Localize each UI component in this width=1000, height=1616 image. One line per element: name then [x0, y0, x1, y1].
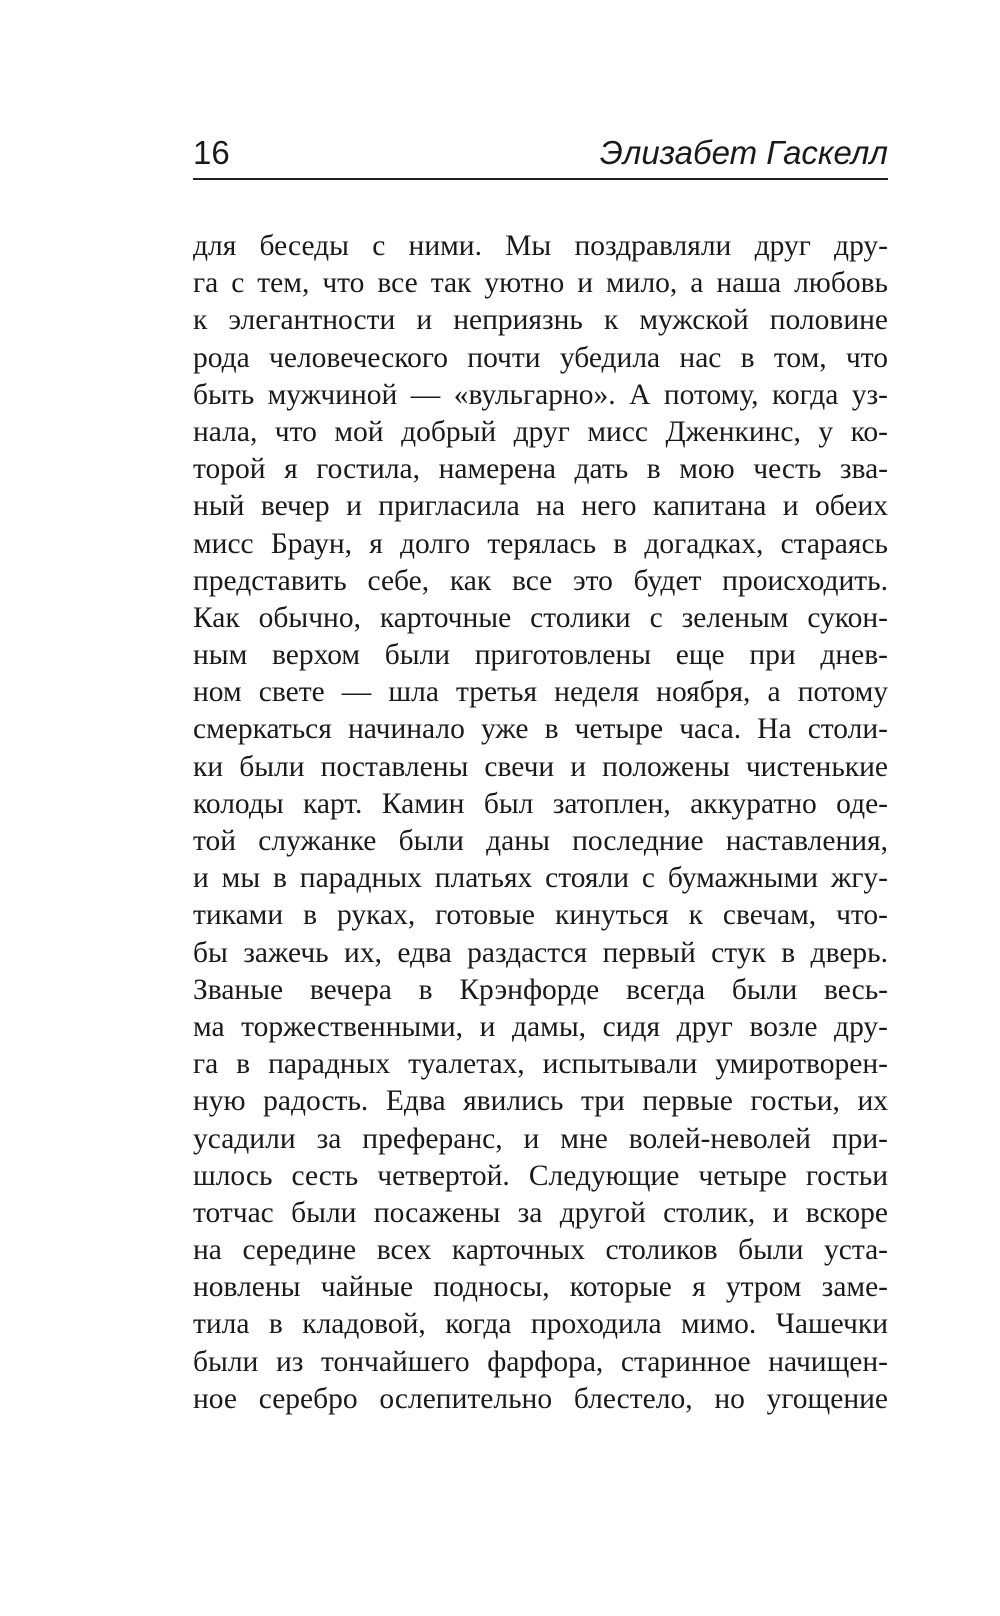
text-line: шлось сесть четвертой. Следующие четыре гостьи — [193, 1159, 888, 1192]
text-line: усадили за преферанс, и мне волей-неволей при- — [193, 1122, 888, 1155]
running-header — [193, 128, 888, 180]
text-line: представить себе, как все это будет происходить. — [193, 564, 888, 597]
text-line: смеркаться начинало уже в четыре часа. На столи- — [193, 713, 888, 746]
text-line: торой я гостила, намерена дать в мою честь зва- — [193, 453, 888, 486]
text-line: ма торжественными, и дамы, сидя друг возле дру- — [193, 1010, 888, 1043]
text-line: на середине всех карточных столиков были уста- — [193, 1234, 888, 1267]
text-line: тила в кладовой, когда проходила мимо. Чашечки — [193, 1308, 888, 1341]
page-number: 16 — [193, 134, 230, 171]
text-line: бы зажечь их, едва раздастся первый стук в дверь. — [193, 936, 888, 969]
text-line: ную радость. Едва явились три первые гостьи, их — [193, 1085, 888, 1118]
running-title: Элизабет Гаскелл — [599, 134, 888, 171]
text-line: тотчас были посажены за другой столик, и вскоре — [193, 1196, 888, 1229]
text-line: Званые вечера в Крэнфорде всегда были весь- — [193, 973, 888, 1006]
text-line: колоды карт. Камин был затоплен, аккуратно оде- — [193, 787, 888, 820]
text-line: той служанке были даны последние наставления, — [193, 825, 888, 857]
body-text — [193, 228, 888, 1418]
text-line: для беседы с ними. Мы поздравляли друг дру- — [193, 230, 888, 262]
text-line: нала, что мой добрый друг мисс Дженкинс, у ко- — [193, 415, 888, 448]
text-line: Как обычно, карточные столики с зеленым сукон- — [193, 601, 888, 634]
text-line: новлены чайные подносы, которые я утром заме- — [193, 1271, 888, 1304]
text-line: мисс Браун, я долго терялась в догадках, стараясь — [193, 527, 888, 560]
text-line: ное серебро ослепительно блестело, но угощение — [193, 1382, 888, 1415]
text-line: ном свете — шла третья неделя ноября, а потому — [193, 676, 888, 709]
text-line: были из тончайшего фарфора, старинное начищен- — [193, 1345, 888, 1378]
text-line: ным верхом были приготовлены еще при днев- — [193, 639, 888, 672]
text-line: быть мужчиной — «вульгарно». А потому, когда уз- — [193, 378, 888, 411]
text-line: га с тем, что все так уютно и мило, а наша любовь — [193, 267, 888, 300]
text-line: рода человеческого почти убедила нас в том, что — [193, 341, 888, 374]
text-line: тиками в руках, готовые кинуться к свечам, что- — [193, 899, 888, 932]
text-line: и мы в парадных платьях стояли с бумажными жгу- — [193, 862, 888, 895]
text-line: ный вечер и пригласила на него капитана и обеих — [193, 490, 888, 523]
text-line: ки были поставлены свечи и положены чистенькие — [193, 750, 888, 783]
text-line: га в парадных туалетах, испытывали умиротворен- — [193, 1048, 888, 1081]
text-line: к элегантности и неприязнь к мужской половине — [193, 304, 888, 337]
